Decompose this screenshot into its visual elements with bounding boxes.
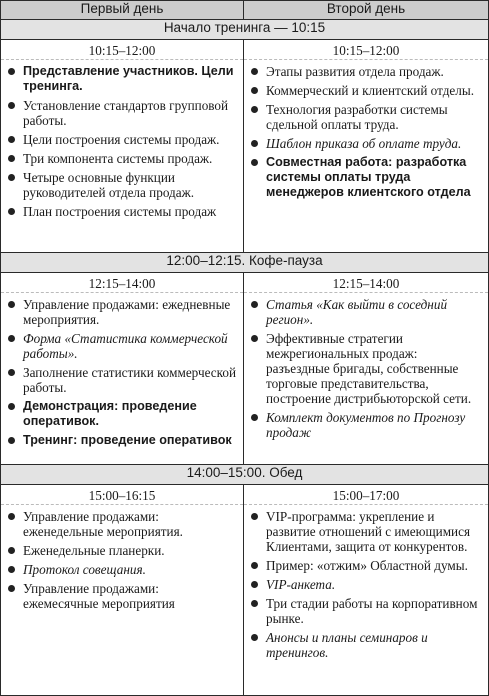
bullet-icon <box>8 174 15 181</box>
list-item <box>248 596 484 626</box>
list-item-text: Управление продажами: еженедельные мероприятия. <box>23 509 183 539</box>
header-row <box>1 1 489 20</box>
block3-day2-time: 15:00–17:00 <box>332 488 400 503</box>
block3-day1-list <box>5 509 237 611</box>
list-item-text: Протокол совещания. <box>23 562 146 577</box>
list-item <box>5 297 237 327</box>
list-item-text: Этапы развития отдела продаж. <box>266 64 444 79</box>
block2-day2-divider <box>244 292 488 293</box>
list-item <box>5 170 237 200</box>
list-item <box>248 83 484 98</box>
header-day1: Первый день <box>1 1 244 20</box>
list-item-text: План построения системы продаж <box>23 204 217 219</box>
bullet-icon <box>251 301 258 308</box>
block2-day2 <box>244 273 489 465</box>
block1-day2-list <box>248 64 484 200</box>
list-item <box>248 102 484 132</box>
list-item-text: Анонсы и планы семинаров и тренингов. <box>266 630 428 660</box>
list-item <box>248 155 484 200</box>
list-item-text: Коммерческий и клиентский отделы. <box>266 83 474 98</box>
bullet-icon <box>8 335 15 342</box>
bullet-icon <box>251 513 258 520</box>
list-item-text: Установление стандартов групповой работы. <box>23 98 229 128</box>
bullet-icon <box>8 566 15 573</box>
bullet-icon <box>251 562 258 569</box>
list-item-text: Пример: «отжим» Областной думы. <box>266 558 468 573</box>
list-item <box>248 410 484 440</box>
bullet-icon <box>8 403 15 410</box>
header-day2: Второй день <box>244 1 489 20</box>
block2-day1-divider <box>1 292 243 293</box>
bullet-icon <box>251 159 258 166</box>
bullet-icon <box>8 585 15 592</box>
list-item <box>5 331 237 361</box>
list-item <box>5 132 237 147</box>
block3-day2-list <box>248 509 484 660</box>
bullet-icon <box>8 437 15 444</box>
block2-day1-time: 12:15–14:00 <box>88 276 156 291</box>
list-item-text: Статья «Как выйти в соседний регион». <box>266 297 448 327</box>
list-item <box>5 399 237 429</box>
list-item <box>5 562 237 577</box>
list-item-text: Управление продажами: ежемесячные мероприятия <box>23 581 175 611</box>
list-item <box>248 331 484 406</box>
block-row-1 <box>1 40 489 253</box>
list-item-text: Три стадии работы на корпоративном рынке. <box>266 596 478 626</box>
block1-day2-time: 10:15–12:00 <box>332 43 400 58</box>
bullet-icon <box>8 102 15 109</box>
block3-day2-divider <box>244 504 488 505</box>
bullet-icon <box>8 208 15 215</box>
block2-day1-list <box>5 297 237 448</box>
break-start: Начало тренинга — 10:15 <box>1 20 489 40</box>
list-item-text: Представление участников. Цели тренинга. <box>23 64 234 93</box>
list-item-text: Управление продажами: ежедневные мероприятия. <box>23 297 231 327</box>
list-item <box>5 543 237 558</box>
block1-day2-divider <box>244 59 488 60</box>
break-row-lunch <box>1 465 489 485</box>
block3-day1-divider <box>1 504 243 505</box>
bullet-icon <box>251 106 258 113</box>
bullet-icon <box>251 140 258 147</box>
list-item-text: Технология разработки системы сдельной оплаты труда. <box>266 102 448 132</box>
bullet-icon <box>251 414 258 421</box>
block2-day2-time: 12:15–14:00 <box>332 276 400 291</box>
list-item <box>248 630 484 660</box>
list-item-text: Эффективные стратегии межрегиональных продаж: разъездные бригады, собственные торговые представительства, построение дистрибьюторской сети. <box>266 331 472 406</box>
block2-day2-list <box>248 297 484 440</box>
list-item <box>248 64 484 79</box>
break-lunch: 14:00–15:00. Обед <box>1 465 489 485</box>
list-item <box>5 64 237 94</box>
bullet-icon <box>8 136 15 143</box>
list-item <box>5 204 237 219</box>
list-item-text: Еженедельные планерки. <box>23 543 165 558</box>
break-row-coffee <box>1 253 489 273</box>
list-item-text: Три компонента системы продаж. <box>23 151 213 166</box>
block3-day1 <box>1 485 244 696</box>
bullet-icon <box>251 600 258 607</box>
block2-day1 <box>1 273 244 465</box>
bullet-icon <box>251 634 258 641</box>
bullet-icon <box>8 547 15 554</box>
bullet-icon <box>8 301 15 308</box>
list-item <box>248 297 484 327</box>
list-item-text: VIP-анкета. <box>266 577 336 592</box>
bullet-icon <box>8 369 15 376</box>
list-item <box>5 581 237 611</box>
bullet-icon <box>8 68 15 75</box>
block3-day1-time: 15:00–16:15 <box>88 488 156 503</box>
list-item <box>5 433 237 448</box>
block1-day2 <box>244 40 489 253</box>
bullet-icon <box>8 513 15 520</box>
list-item <box>5 509 237 539</box>
block1-day1-list <box>5 64 237 219</box>
list-item <box>248 136 484 151</box>
list-item <box>248 509 484 554</box>
block-row-3 <box>1 485 489 696</box>
block1-day1-divider <box>1 59 243 60</box>
list-item <box>5 151 237 166</box>
break-coffee: 12:00–12:15. Кофе-пауза <box>1 253 489 273</box>
bullet-icon <box>251 581 258 588</box>
list-item-text: Четыре основные функции руководителей отдела продаж. <box>23 170 195 200</box>
list-item-text: Тренинг: проведение оперативок <box>23 433 232 447</box>
list-item-text: Форма «Статистика коммерческой работы». <box>23 331 228 361</box>
list-item-text: Шаблон приказа об оплате труда. <box>266 136 462 151</box>
list-item-text: Совместная работа: разработка системы оплаты труда менеджеров клиентского отдела <box>266 155 471 199</box>
block-row-2 <box>1 273 489 465</box>
list-item <box>248 577 484 592</box>
break-row-start <box>1 20 489 40</box>
bullet-icon <box>251 87 258 94</box>
list-item <box>5 98 237 128</box>
block3-day2 <box>244 485 489 696</box>
list-item <box>248 558 484 573</box>
list-item-text: VIP-программа: укрепление и развитие отношений с имеющимися Клиентами, защита от конкурентов. <box>266 509 471 554</box>
bullet-icon <box>251 335 258 342</box>
bullet-icon <box>8 155 15 162</box>
list-item <box>5 365 237 395</box>
block1-day1-time: 10:15–12:00 <box>88 43 156 58</box>
list-item-text: Комплект документов по Прогнозу продаж <box>266 410 466 440</box>
list-item-text: Демонстрация: проведение оперативок. <box>23 399 197 428</box>
list-item-text: Заполнение статистики коммерческой работы. <box>23 365 237 395</box>
list-item-text: Цели построения системы продаж. <box>23 132 220 147</box>
block1-day1 <box>1 40 244 253</box>
bullet-icon <box>251 68 258 75</box>
